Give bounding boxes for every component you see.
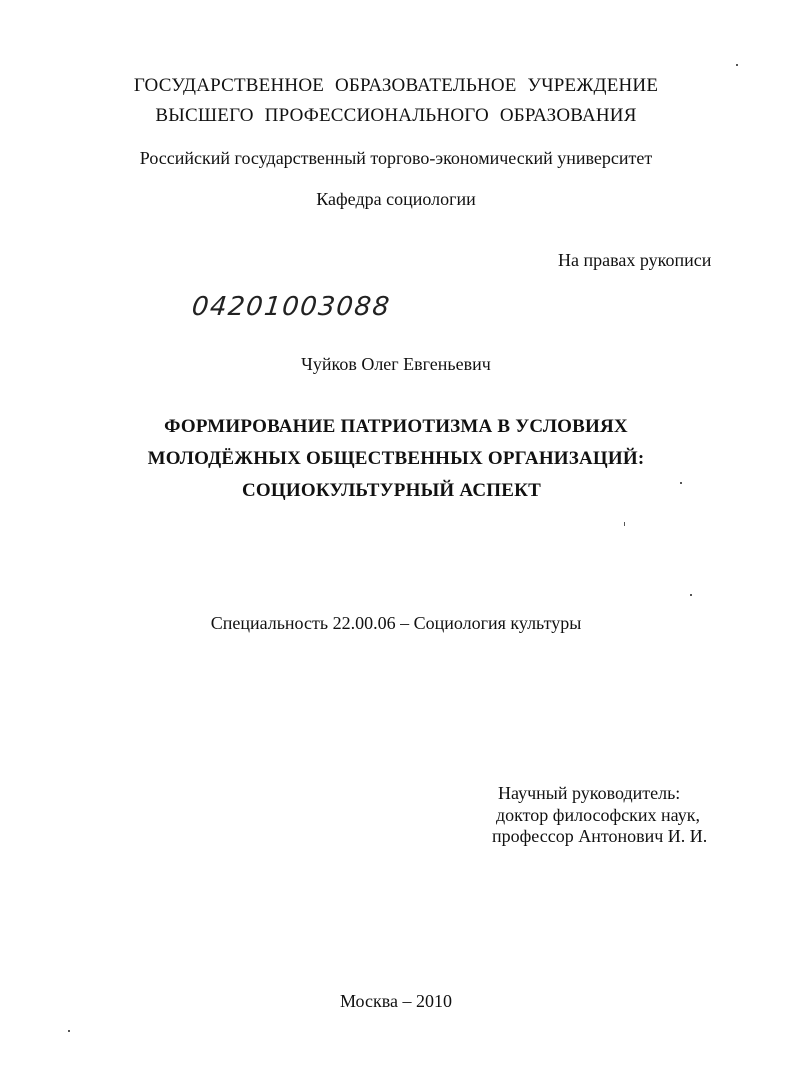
specialty: Специальность 22.00.06 – Социология культуры [210,613,582,633]
institution-type-line1: ГОСУДАРСТВЕННОЕ ОБРАЗОВАТЕЛЬНОЕ УЧРЕЖДЕНИЕ [133,75,659,96]
city-year: Москва – 2010 [340,991,452,1011]
university-name: Российский государственный торгово-экономический университет [139,148,653,168]
scan-speck [624,522,625,526]
scan-speck [68,1030,70,1032]
thesis-title-line1: ФОРМИРОВАНИЕ ПАТРИОТИЗМА В УСЛОВИЯХ [164,416,628,437]
rights-note: На правах рукописи [558,250,712,270]
scan-speck [736,64,738,66]
thesis-title-line2: МОЛОДЁЖНЫХ ОБЩЕСТВЕННЫХ ОРГАНИЗАЦИЙ: [147,448,645,469]
supervisor-degree: доктор философских наук, [496,805,700,825]
scan-speck [690,594,692,596]
supervisor-label: Научный руководитель: [498,783,681,803]
thesis-title-line3: СОЦИОКУЛЬТУРНЫЙ АСПЕКТ [242,480,541,501]
handwritten-inventory-number: 04201003088 [190,292,393,322]
department-name: Кафедра социологии [316,189,476,209]
supervisor-name: профессор Антонович И. И. [492,826,708,846]
author-name: Чуйков Олег Евгеньевич [301,354,491,374]
scan-speck [680,482,682,484]
institution-type-line2: ВЫСШЕГО ПРОФЕССИОНАЛЬНОГО ОБРАЗОВАНИЯ [155,105,637,126]
